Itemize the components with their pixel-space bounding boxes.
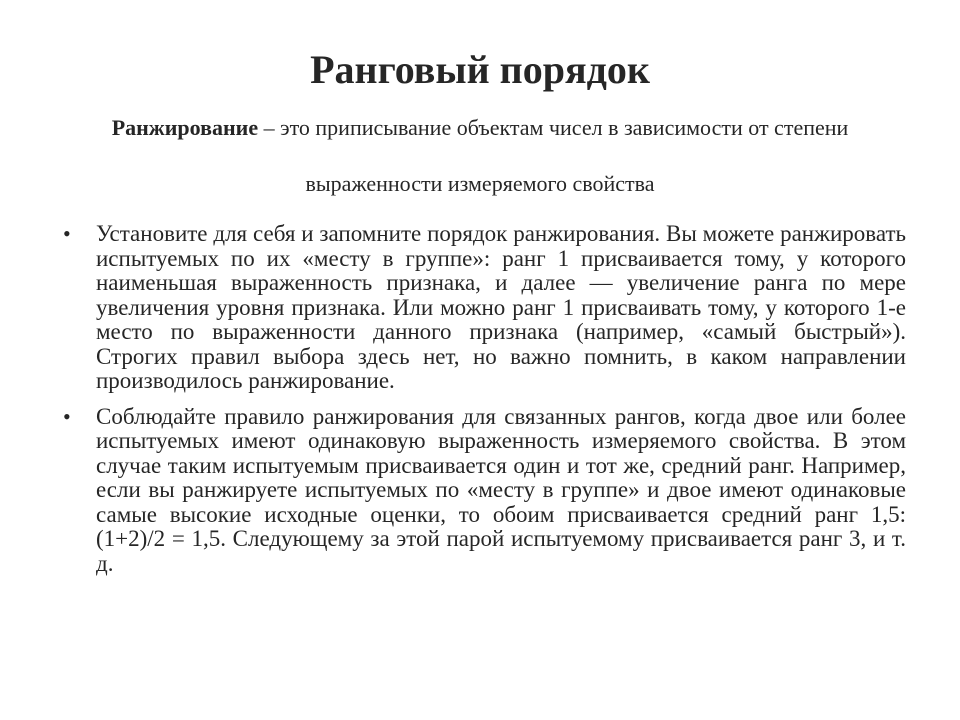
definition-paragraph [60,100,900,212]
definition-term: Ранжирование [111,115,259,140]
bullet-dot-icon: • [63,403,71,429]
bullet-item-ranking-order [56,222,906,394]
slide-title: Ранговый порядок [310,47,650,92]
bullet-text: Соблюдайте правило ранжирования для связанных рангов, когда двое или более испытуемых имеют одинаковую выраженность измеряемого свойства. В этом случае таким испытуемым присваивается один и тот же, средний ранг. Например, если вы ранжируете испытуемых по «месту в группе» и двое имеют одинаковые самые высокие исходные оценки, то обоим присваивается средний ранг 1,5: (1+2)/2 = 1,5. Следующему за этой парой испытуемому присваивается ранг 3, и т. д. [96,403,906,576]
definition-text: – это приписывание объектам чисел в зависимости от степени выраженности измеряемого свойства [258,115,849,196]
bullet-dot-icon: • [63,221,71,246]
bullet-list [56,222,906,576]
bullet-text: Установите для себя и запомните порядок ранжирования. Вы можете ранжировать испытуемых по их «месту в группе»: ранг 1 присваивается тому, у которого наименьшая выраженность признака, и далее — увеличение ранга по мере увеличения уровня признака. Или можно ранг 1 присваивать тому, у которого 1-е место по выраженности данного признака (например, «самый быстрый»). Строгих правил выбора здесь нет, но важно помнить, в каком направлении производилось ранжирование. [96,221,906,393]
bullet-item-tied-ranks [56,405,906,577]
